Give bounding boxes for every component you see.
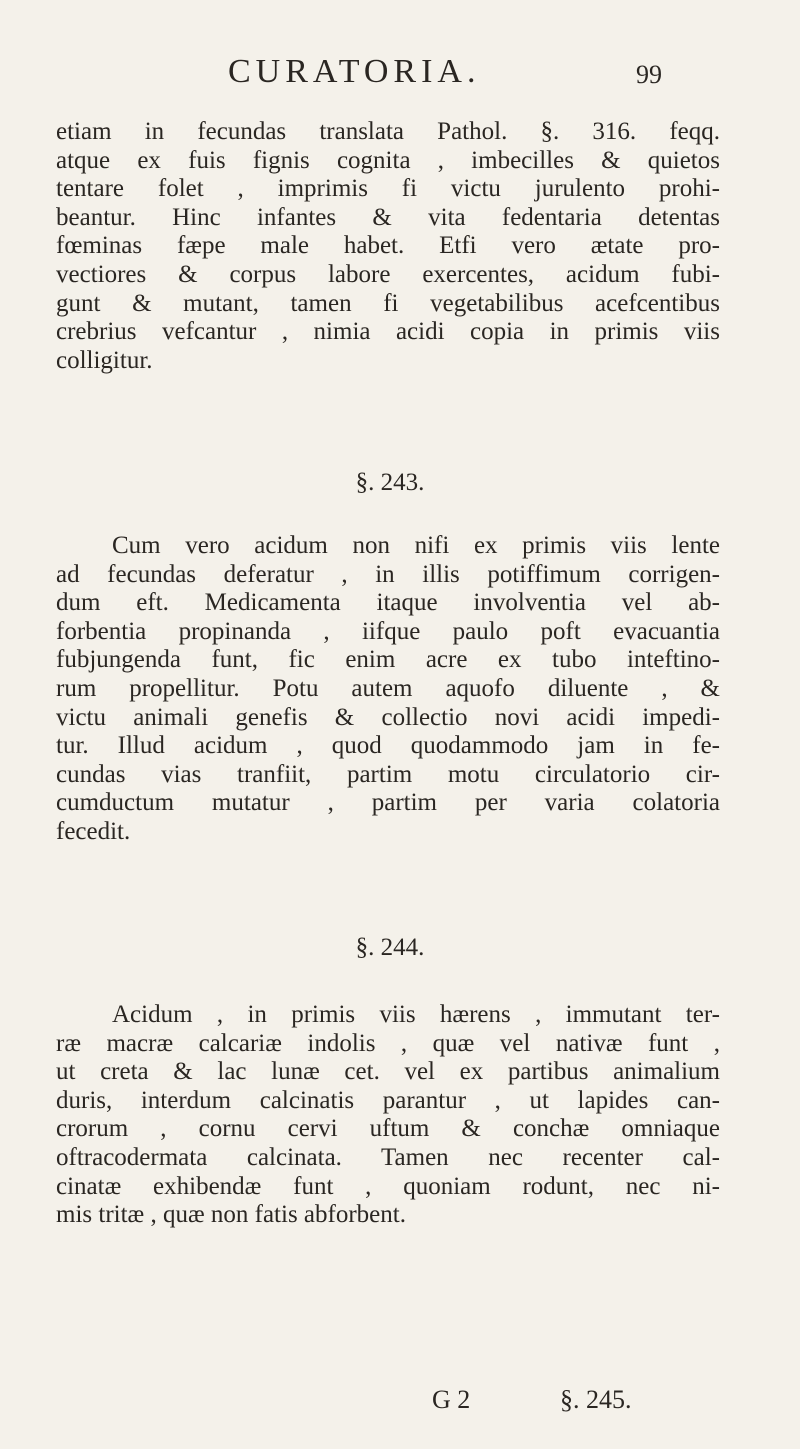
text-line: tur. Illud acidum , quod quodammodo jam in fe-	[56, 732, 720, 760]
text-line: duris, interdum calcinatis parantur , ut lapides can-	[56, 1086, 720, 1114]
paragraph-244	[56, 1001, 720, 1230]
page-footer	[0, 1383, 800, 1417]
text-line: etiam in fecundas translata Pathol. §. 316. feqq.	[56, 118, 720, 145]
text-line: gunt & mutant, tamen fi vegetabilibus acefcentibus	[56, 289, 720, 317]
text-line: cinatæ exhibendæ funt , quoniam rodunt, nec ni-	[56, 1172, 720, 1200]
text-line: oftracodermata calcinata. Tamen nec recenter cal-	[56, 1143, 720, 1171]
catchword: §. 245.	[560, 1385, 632, 1414]
text-line: ræ macræ calcariæ indolis , quæ vel nativæ funt ,	[56, 1029, 720, 1057]
text-line: fecedit.	[56, 817, 131, 845]
text-line: fubjungenda funt, fic enim acre ex tubo inteftino-	[56, 646, 720, 674]
text-line: cumductum mutatur , partim per varia colatoria	[56, 789, 720, 817]
text-line: dum eft. Medicamenta itaque involventia vel ab-	[56, 589, 720, 617]
text-line: tentare folet , imprimis fi victu jurulento prohi-	[56, 175, 720, 203]
paragraph-243	[56, 532, 720, 847]
text-line: Acidum , in primis viis hærens , immutant ter-	[112, 1001, 720, 1028]
signature-mark: G 2	[432, 1385, 471, 1414]
text-line: victu animali genefis & collectio novi acidi impedi-	[56, 703, 720, 731]
text-line: atque ex fuis fignis cognita , imbecilles & quietos	[56, 146, 720, 174]
text-line: rum propellitur. Potu autem aquofo diluente , &	[56, 674, 720, 702]
text-line: fœminas fæpe male habet. Etfi vero ætate pro-	[56, 232, 720, 260]
text-line: Cum vero acidum non nifi ex primis viis lente	[112, 532, 720, 559]
section-heading-243: §. 243.	[355, 469, 425, 496]
text-line: cundas vias tranfiit, partim motu circulatorio cir-	[56, 760, 720, 788]
paragraph-continued	[56, 118, 720, 375]
text-line: forbentia propinanda , iifque paulo poft evacuantia	[56, 617, 720, 645]
text-line: crebrius vefcantur , nimia acidi copia in primis viis	[56, 318, 720, 346]
text-line: crorum , cornu cervi uftum & conchæ omniaque	[56, 1115, 720, 1143]
text-line: beantur. Hinc infantes & vita fedentaria detentas	[56, 203, 720, 231]
text-line: colligitur.	[56, 346, 153, 374]
section-heading-244: §. 244.	[355, 934, 425, 961]
text-line: ut creta & lac lunæ cet. vel ex partibus animalium	[56, 1058, 720, 1086]
running-head	[0, 52, 800, 92]
text-line: ad fecundas deferatur , in illis potiffimum corrigen-	[56, 560, 720, 588]
text-line: mis tritæ , quæ non fatis abforbent.	[56, 1201, 406, 1229]
page-number: 99	[636, 60, 662, 89]
text-line: vectiores & corpus labore exercentes, acidum fubi-	[56, 260, 720, 288]
running-title: CURATORIA.	[228, 53, 481, 90]
